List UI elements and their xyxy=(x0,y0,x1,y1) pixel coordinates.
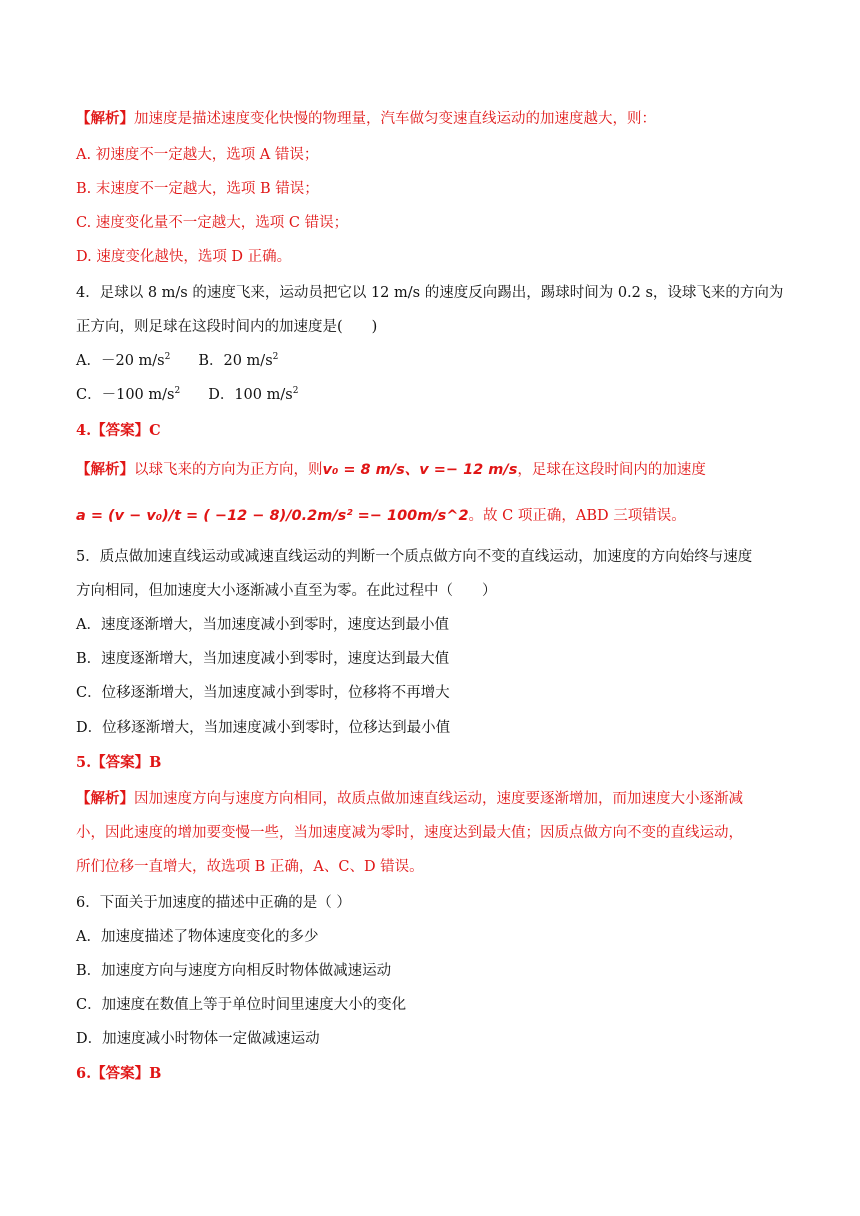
q4-stem-line1: 4．足球以 8 m/s 的速度飞来，运动员把它以 12 m/s 的速度反向踢出，踢球时间为 0.2 s，设球飞来的方向为 xyxy=(76,285,784,301)
q5-answer: 5.【答案】B xyxy=(76,754,162,771)
q5-analysis-line3: 所们位移一直增大，故选项 B 正确，A、C、D 错误。 xyxy=(76,859,424,875)
q5-option-b: B．速度逐渐增大，当加速度减小到零时，速度达到最大值 xyxy=(76,651,450,667)
q3-analysis-point: A. 初速度不一定越大，选项 A 错误； xyxy=(76,147,319,163)
q4-option-c: C．－100 $m/s^2$ xyxy=(76,386,181,403)
analysis-tag: 【解析】 xyxy=(76,790,134,807)
analysis-tag: 【解析】 xyxy=(76,110,134,127)
q4-options-row2 xyxy=(76,385,788,405)
analysis-tag: 【解析】 xyxy=(76,461,134,478)
q3-analysis-point: D. 速度变化越快，选项 D 正确。 xyxy=(76,249,292,265)
q4-option-a: A．－20 $m/s^2$ xyxy=(76,352,171,369)
q3-analysis-point: C. 速度变化量不一定越大，选项 C 错误； xyxy=(76,215,349,231)
q5-stem-line1: 5．质点做加速直线运动或减速直线运动的判断一个质点做方向不变的直线运动，加速度的方向始终与速度 xyxy=(76,549,753,565)
q4-analysis-line2: a = (v − v₀)/t = ( −12 − 8)/0.2m/s² =− 100m/s^2。故 C 项正确，ABD 三项错误。 xyxy=(76,508,686,524)
q5-option-a: A．速度逐渐增大，当加速度减小到零时，速度达到最小值 xyxy=(76,617,449,633)
q6-stem: 6．下面关于加速度的描述中正确的是（ ） xyxy=(76,895,351,911)
q4-answer: 4.【答案】C xyxy=(76,422,161,439)
q4-acceleration-formula: a = (v − v₀)/t = ( −12 − 8)/0.2m/s² =− 100m/s^2 xyxy=(76,508,469,524)
q6-answer: 6.【答案】B xyxy=(76,1065,162,1082)
q6-option-b: B．加速度方向与速度方向相反时物体做减速运动 xyxy=(76,963,392,979)
q5-stem-line2: 方向相同，但加速度大小逐渐减小直至为零。在此过程中（ ） xyxy=(76,583,497,599)
q6-option-d: D．加速度减小时物体一定做减速运动 xyxy=(76,1031,320,1047)
q4-option-d: D．100 $m/s^2$ xyxy=(208,386,299,403)
q4-options-row1 xyxy=(76,351,788,371)
q6-option-c: C．加速度在数值上等于单位时间里速度大小的变化 xyxy=(76,997,407,1013)
q4-velocity-formula: v₀ = 8 m/s、v =− 12 m/s xyxy=(322,462,518,478)
q4-option-b: B．20 $m/s^2$ xyxy=(198,352,279,369)
q5-analysis-line2: 小，因此速度的增加要变慢一些，当加速度减为零时，速度达到最大值；因质点做方向不变的直线运动， xyxy=(76,825,743,841)
q4-analysis-line1: 【解析】以球飞来的方向为正方向，则v₀ = 8 m/s、v =− 12 m/s，足球在这段时间内的加速度 xyxy=(76,461,706,478)
q4-stem-line2: 正方向，则足球在这段时间内的加速度是( ) xyxy=(76,319,378,335)
q5-option-d: D．位移逐渐增大，当加速度减小到零时，位移达到最小值 xyxy=(76,720,451,736)
q3-analysis-intro: 【解析】加速度是描述速度变化快慢的物理量，汽车做匀变速直线运动的加速度越大，则： xyxy=(76,110,656,127)
q3-analysis-point: B. 末速度不一定越大，选项 B 错误； xyxy=(76,181,319,197)
q5-option-c: C．位移逐渐增大，当加速度减小到零时，位移将不再增大 xyxy=(76,685,450,701)
q6-option-a: A．加速度描述了物体速度变化的多少 xyxy=(76,929,319,945)
q5-analysis-line1: 【解析】因加速度方向与速度方向相同，故质点做加速直线运动，速度要逐渐增加，而加速度大小逐渐减 xyxy=(76,790,743,807)
